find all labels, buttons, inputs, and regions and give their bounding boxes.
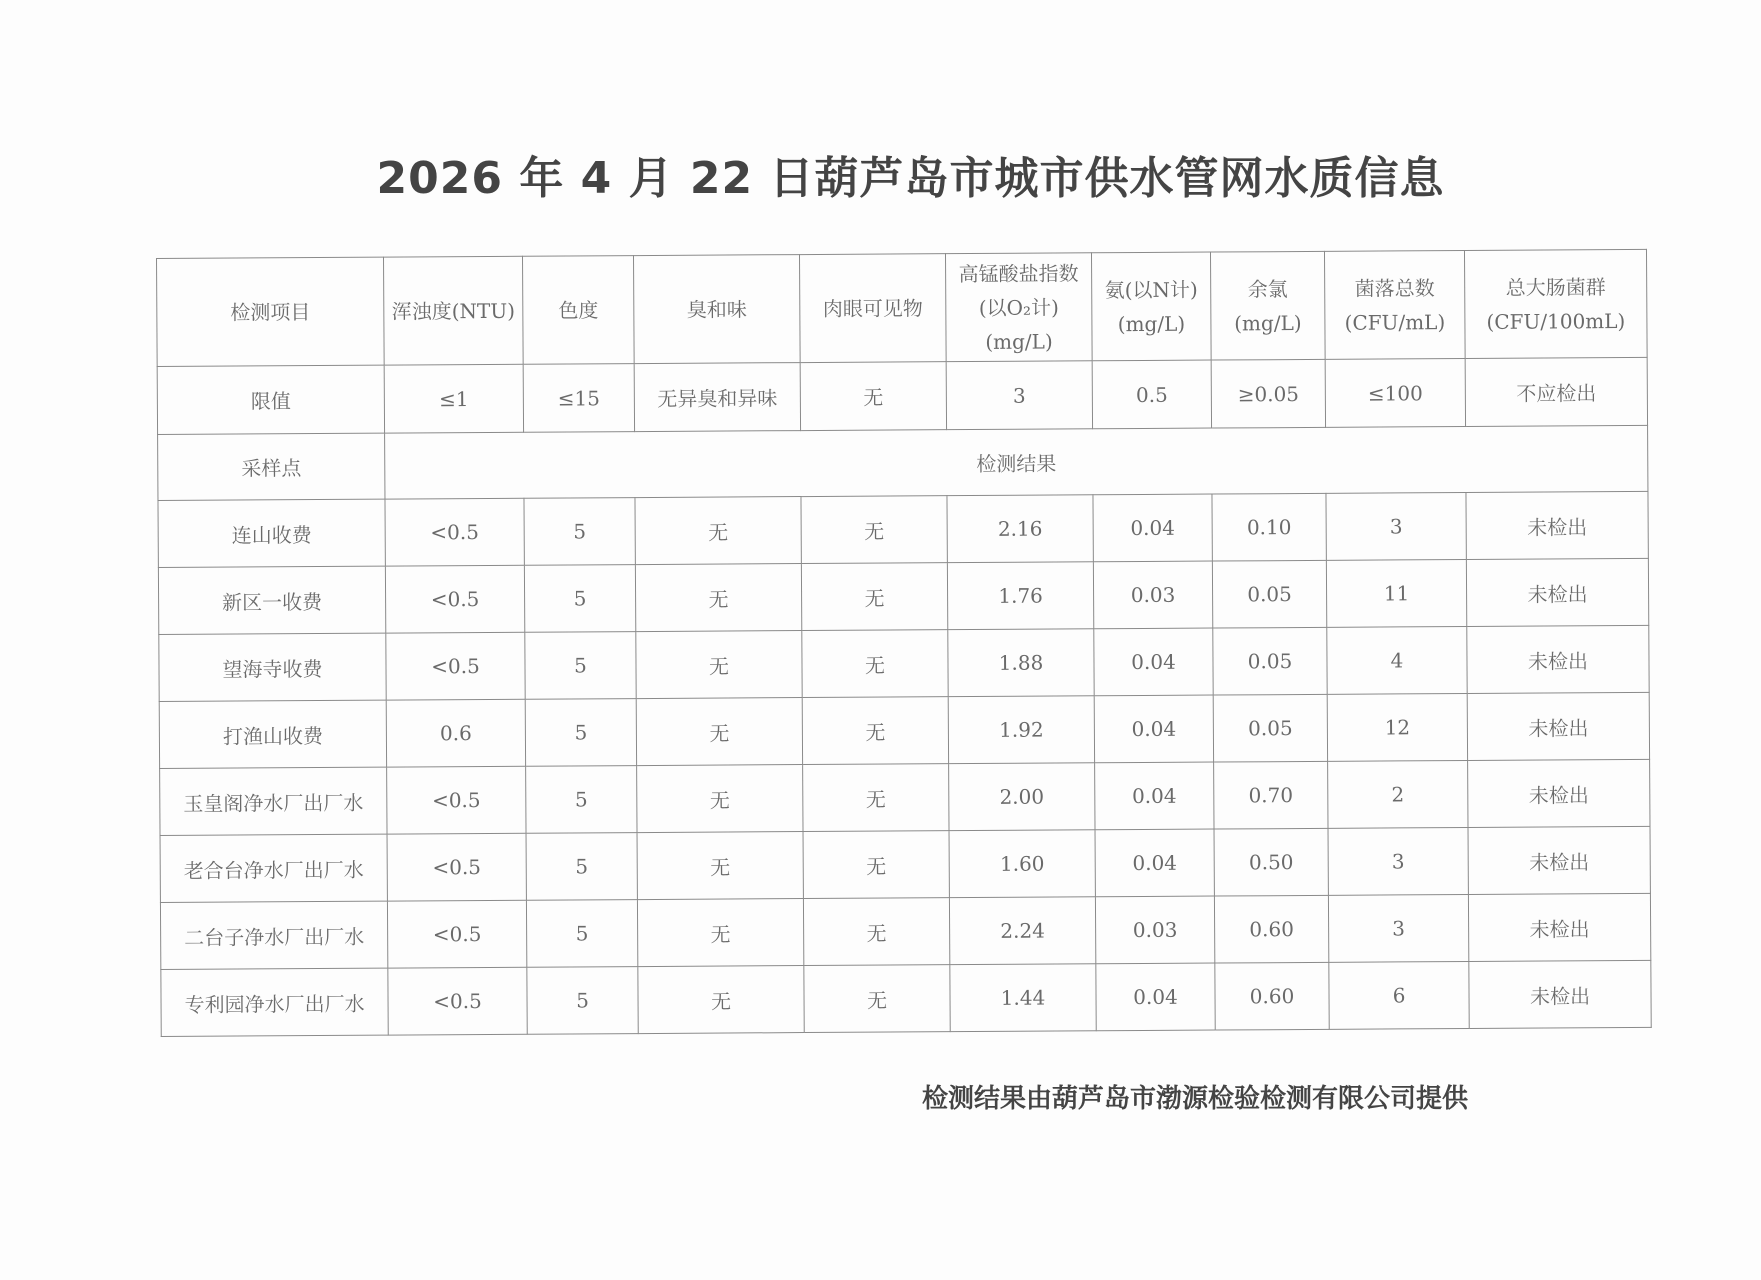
- limit-value: ≤100: [1325, 359, 1465, 428]
- result-value: 0.50: [1214, 828, 1328, 896]
- header-cell-7: [1324, 251, 1465, 360]
- result-value: 无: [637, 765, 803, 833]
- result-value: 3: [1328, 827, 1468, 895]
- header-text-line1: 菌落总数: [1354, 275, 1435, 301]
- header-text-line2: (CFU/mL): [1344, 309, 1446, 335]
- result-value: 无: [803, 764, 949, 832]
- limit-value: ≥0.05: [1211, 359, 1325, 428]
- result-value: 0.60: [1215, 962, 1329, 1030]
- result-value: <0.5: [388, 967, 527, 1035]
- provider-footer: 检测结果由葫芦岛市渤源检验检测有限公司提供: [922, 1084, 1469, 1114]
- result-value: 0.04: [1094, 695, 1213, 763]
- header-cell-4: [945, 253, 1092, 362]
- result-value: 无: [803, 898, 949, 966]
- result-value: 2.16: [947, 495, 1093, 563]
- limit-value: 无异臭和异味: [634, 363, 800, 432]
- result-value: <0.5: [385, 565, 524, 633]
- result-value: 未检出: [1468, 826, 1650, 894]
- result-value: 12: [1327, 693, 1467, 761]
- table-row: [161, 960, 1651, 1036]
- table-row: [159, 625, 1649, 701]
- result-value: 无: [637, 899, 803, 967]
- result-value: 0.05: [1213, 694, 1327, 762]
- header-cell-5: [1091, 252, 1211, 361]
- header-text-line1: 余氯: [1247, 276, 1288, 301]
- result-value: 0.10: [1212, 493, 1326, 561]
- result-value: 0.04: [1094, 628, 1213, 696]
- header-cell-6: [1210, 251, 1325, 360]
- header-text-line1: 臭和味: [686, 296, 747, 322]
- result-value: 未检出: [1469, 960, 1651, 1028]
- result-value: 3: [1328, 894, 1468, 962]
- sampling-site: 连山收费: [158, 499, 385, 567]
- limit-value: ≤1: [384, 364, 523, 433]
- result-value: 无: [803, 831, 949, 899]
- header-text-line1: 肉眼可见物: [822, 295, 923, 321]
- header-text-line1: 总大肠菌群: [1505, 274, 1606, 300]
- limit-value: ≤15: [523, 364, 634, 433]
- result-value: 未检出: [1466, 558, 1648, 626]
- header-text-line1: 色度: [558, 297, 599, 323]
- result-value: 1.60: [949, 830, 1095, 898]
- header-text-line2: (以O₂计): [978, 294, 1059, 320]
- result-value: 0.03: [1093, 561, 1212, 629]
- result-value: 5: [525, 632, 636, 700]
- result-value: <0.5: [387, 833, 526, 901]
- result-value: 无: [635, 564, 801, 632]
- table-row: [160, 826, 1650, 902]
- header-text-line1: 高锰酸盐指数: [958, 260, 1079, 286]
- header-text-line2: (mg/L): [1117, 311, 1186, 336]
- limit-row: [157, 357, 1647, 434]
- table-row: [158, 491, 1648, 567]
- limit-value: 不应检出: [1465, 357, 1647, 426]
- water-quality-table: [156, 249, 1652, 1037]
- result-value: 5: [524, 498, 635, 566]
- header-text-line3: (mg/L): [985, 329, 1053, 354]
- result-value: 5: [526, 900, 637, 968]
- result-value: 无: [636, 698, 802, 766]
- result-value: 无: [804, 965, 950, 1033]
- result-value: 未检出: [1467, 692, 1649, 760]
- limit-value: 3: [946, 361, 1092, 430]
- result-value: 5: [527, 967, 638, 1035]
- sampling-site: 打渔山收费: [159, 700, 386, 768]
- result-value: 0.04: [1093, 494, 1212, 562]
- result-value: 0.03: [1095, 896, 1214, 964]
- result-value: 2.00: [949, 763, 1095, 831]
- result-value: <0.5: [387, 766, 526, 834]
- result-value: 5: [526, 833, 637, 901]
- result-value: 3: [1326, 493, 1466, 561]
- header-text-line2: (mg/L): [1234, 310, 1302, 335]
- result-value: 1.76: [947, 562, 1093, 630]
- limit-value: 无: [800, 362, 946, 431]
- header-text-line2: (CFU/100mL): [1486, 308, 1626, 334]
- result-value: 无: [801, 496, 947, 564]
- sampling-site: 老合台净水厂出厂水: [160, 834, 387, 902]
- limit-value: 0.5: [1092, 360, 1211, 429]
- result-value: 无: [802, 630, 948, 698]
- header-cell-item: 检测项目: [157, 257, 385, 366]
- table-row: [158, 558, 1648, 634]
- header-cell-3: [799, 254, 946, 363]
- result-value: 5: [524, 565, 635, 633]
- header-row: [157, 249, 1648, 366]
- result-value: 无: [638, 966, 804, 1034]
- header-text-line1: 浑浊度(NTU): [391, 298, 516, 324]
- result-value: 0.04: [1095, 829, 1214, 897]
- section-row: [158, 425, 1648, 500]
- header-cell-2: [633, 255, 800, 364]
- result-value: 5: [526, 766, 637, 834]
- table-body: [157, 249, 1652, 1036]
- result-value: <0.5: [386, 632, 525, 700]
- sampling-point-label: 采样点: [158, 433, 385, 500]
- result-value: 0.05: [1213, 627, 1327, 695]
- result-value: 未检出: [1468, 759, 1650, 827]
- result-value: 1.44: [950, 964, 1096, 1032]
- result-value: 2.24: [949, 897, 1095, 965]
- result-value: 未检出: [1466, 491, 1648, 559]
- result-value: 2: [1328, 760, 1468, 828]
- result-value: 11: [1326, 560, 1466, 628]
- limit-label: 限值: [157, 365, 384, 434]
- header-cell-8: [1464, 249, 1647, 358]
- result-value: 1.88: [948, 629, 1094, 697]
- result-value: 无: [637, 832, 803, 900]
- result-value: 0.60: [1214, 895, 1328, 963]
- result-value: 无: [801, 563, 947, 631]
- sampling-site: 二台子净水厂出厂水: [160, 901, 387, 969]
- result-value: 无: [635, 497, 801, 565]
- header-cell-1: [522, 256, 634, 365]
- result-value: 5: [525, 699, 636, 767]
- header-cell-0: [383, 256, 523, 365]
- result-value: 0.05: [1212, 560, 1326, 628]
- sampling-site: 望海寺收费: [159, 633, 386, 701]
- results-label: 检测结果: [385, 425, 1648, 499]
- result-value: <0.5: [385, 498, 524, 566]
- result-value: 未检出: [1467, 625, 1649, 693]
- result-value: 6: [1329, 961, 1469, 1029]
- result-value: 未检出: [1468, 893, 1650, 961]
- result-value: 0.04: [1096, 963, 1215, 1031]
- table-row: [160, 759, 1650, 835]
- result-value: 0.6: [386, 699, 525, 767]
- sampling-site: 玉皇阁净水厂出厂水: [160, 767, 387, 835]
- result-value: <0.5: [387, 900, 526, 968]
- table-row: [160, 893, 1650, 969]
- result-value: 4: [1327, 626, 1467, 694]
- result-value: 无: [636, 631, 802, 699]
- document-title: 2026 年 4 月 22 日葫芦岛市城市供水管网水质信息: [376, 153, 1445, 204]
- sampling-site: 专利园净水厂出厂水: [161, 968, 388, 1036]
- table-row: [159, 692, 1649, 768]
- result-value: 0.04: [1095, 762, 1214, 830]
- result-value: 0.70: [1214, 761, 1328, 829]
- header-text-line1: 氨(以N计): [1104, 277, 1198, 302]
- result-value: 1.92: [948, 696, 1094, 764]
- sampling-site: 新区一收费: [158, 566, 385, 634]
- result-value: 无: [802, 697, 948, 765]
